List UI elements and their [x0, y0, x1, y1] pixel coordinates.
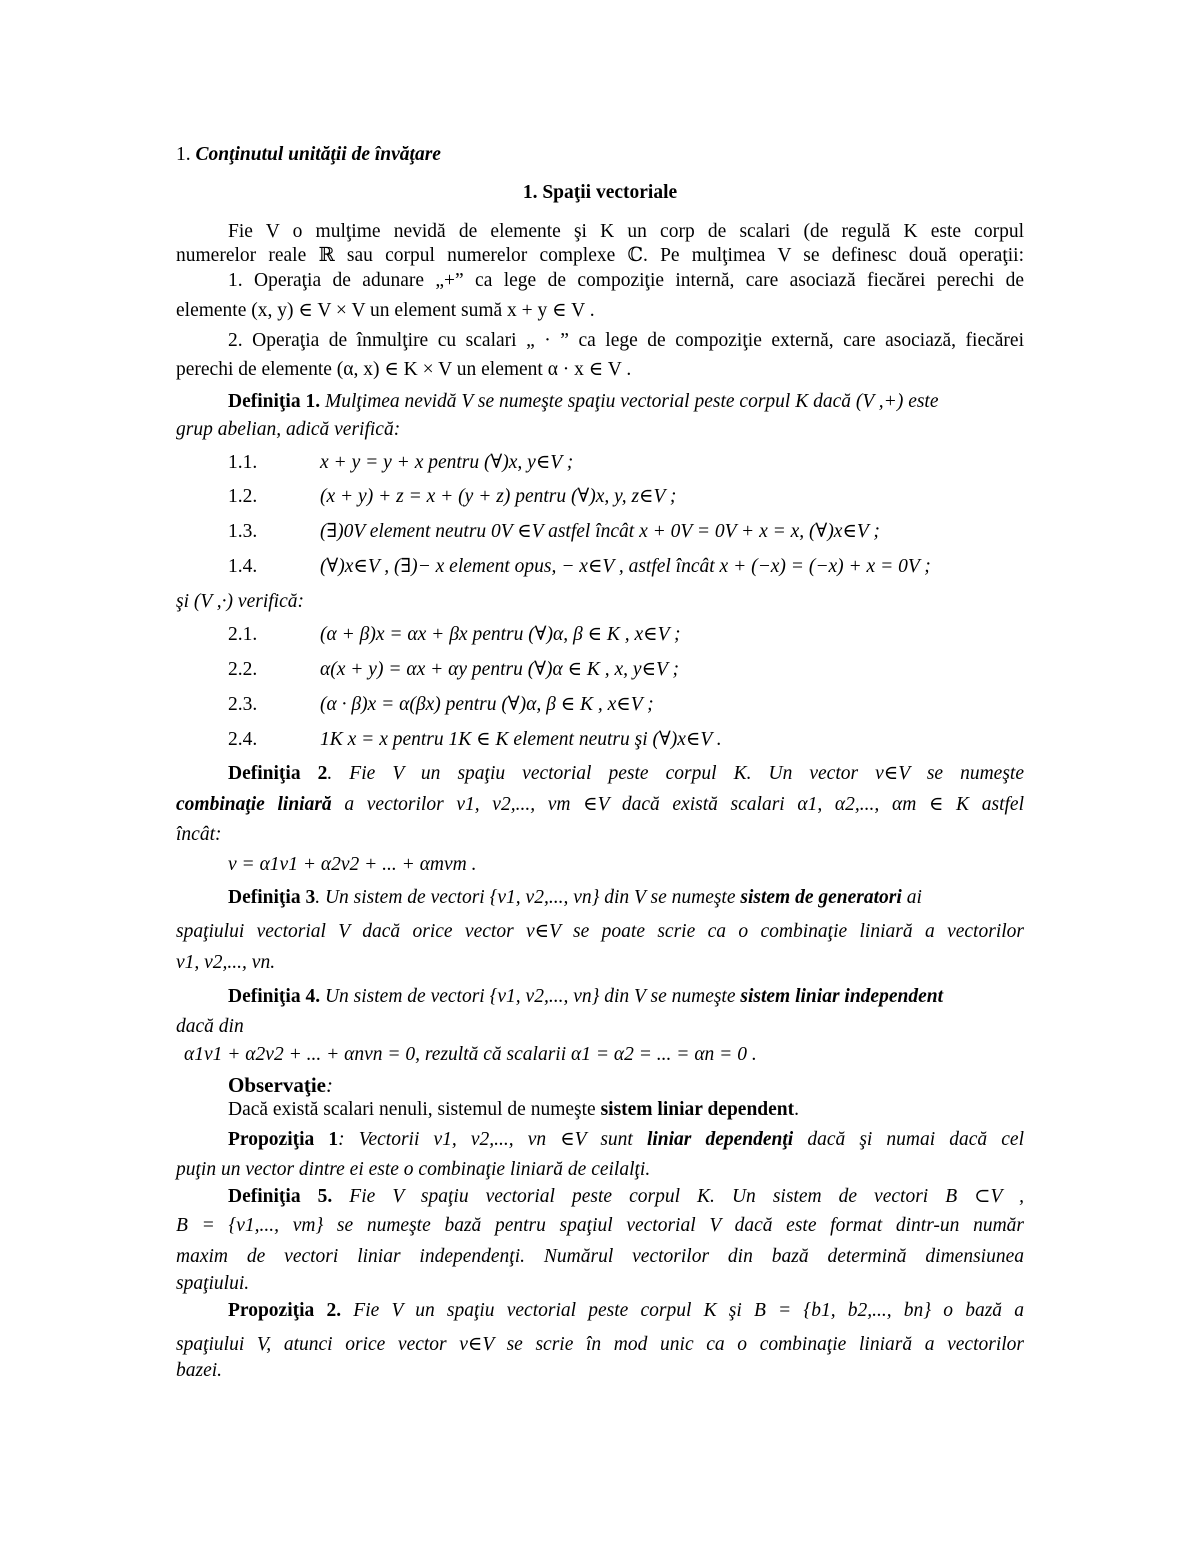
axiom-number: 1.3. [228, 521, 258, 542]
definition-5-line-4: spaţiului. [176, 1273, 250, 1294]
axiom-formula: x + y = y + x pentru (∀)x, y∈V ; [320, 452, 574, 473]
definition-2-formula: v = α1v1 + α2v2 + ... + αmvm . [228, 854, 477, 875]
axiom-formula: α(x + y) = αx + αy pentru (∀)α ∈ K , x, y∈V ; [320, 659, 679, 680]
definition-3-line-3: v1, v2,..., vn. [176, 952, 276, 973]
definition-5-line-3: maxim de vectori liniar independenţi. Numărul vectorilor din bază determină dimensiunea [176, 1246, 1024, 1267]
definition-4-label: Definiţia 4. [228, 986, 321, 1007]
proposition-1-line-1: Propoziţia 1: Vectorii v1, v2,..., vn ∈V sunt liniar dependenţi dacă şi numai dacă cel [228, 1129, 1024, 1150]
axiom-number: 1.2. [228, 486, 258, 507]
definition-3-label: Definiţia 3 [228, 887, 316, 908]
axiom-formula: (∀)x∈V , (∃)− x element opus, − x∈V , astfel încât x + (−x) = (−x) + x = 0V ; [320, 556, 931, 577]
definition-3-line-2: spaţiului vectorial V dacă orice vector v∈V se poate scrie ca o combinaţie liniară a vectorilor [176, 921, 1024, 942]
observation-label: Observaţie [228, 1073, 326, 1097]
axiom-number: 1.1. [228, 452, 258, 473]
operation-2-line-1: 2. Operaţia de înmulţire cu scalari „ · ” ca lege de compoziţie externă, care asociază, fiecărei [228, 330, 1024, 351]
definition-1-line-2: grup abelian, adică verifică: [176, 419, 401, 440]
axiom-number: 2.2. [228, 659, 258, 680]
content-heading [176, 142, 1024, 168]
axiom-number: 2.3. [228, 694, 258, 715]
axiom-formula: (∃)0V element neutru 0V ∈V astfel încât x + 0V = 0V + x = x, (∀)x∈V ; [320, 521, 880, 542]
definition-1-label: Definiţia 1. [228, 391, 321, 412]
proposition-2-line-1: Propoziţia 2. Fie V un spaţiu vectorial peste corpul K şi B = {b1, b2,..., bn} o bază a [228, 1300, 1024, 1321]
intro-line-2: numerelor reale ℝ sau corpul numerelor complexe ℂ. Pe mulţimea V se definesc două operaţii: [176, 245, 1024, 266]
axiom-number: 2.1. [228, 624, 258, 645]
axiom-formula: (α · β)x = α(βx) pentru (∀)α, β ∈ K , x∈V ; [320, 694, 654, 715]
proposition-2-line-2: spaţiului V, atunci orice vector v∈V se scrie în mod unic ca o combinaţie liniară a vectorilor [176, 1334, 1024, 1355]
definition-2-label: Definiţia 2 [228, 763, 328, 784]
definition-2-line-1: Definiţia 2. Fie V un spaţiu vectorial peste corpul K. Un vector v∈V se numeşte [228, 763, 1025, 784]
proposition-2-label: Propoziţia 2. [228, 1300, 342, 1321]
proposition-1-label: Propoziţia 1 [228, 1129, 339, 1150]
proposition-2-line-3: bazei. [176, 1360, 223, 1381]
observation-text: Dacă există scalari nenuli, sistemul de numeşte sistem liniar dependent. [228, 1099, 800, 1120]
observation-heading: Observaţie: [228, 1073, 333, 1097]
operation-1-line-2: elemente (x, y) ∈ V × V un element sumă x + y ∈ V . [176, 300, 595, 321]
axiom-number: 1.4. [228, 556, 258, 577]
definition-2-line-3: încât: [176, 824, 222, 845]
definition-2-line-2: combinaţie liniară a vectorilor v1, v2,..., vm ∈V dacă există scalari α1, α2,..., αm ∈ K astfel [176, 794, 1024, 815]
axiom-formula: 1K x = x pentru 1K ∈ K element neutru şi (∀)x∈V . [320, 729, 722, 750]
section-title: 1. Spaţii vectoriale [522, 182, 678, 203]
proposition-1-line-2: puţin un vector dintre ei este o combinaţie liniară de ceilalţi. [176, 1159, 651, 1180]
definition-3-bold: sistem de generatori [740, 887, 902, 908]
definition-1-line-1: Definiţia 1. Mulţimea nevidă V se numeşte spaţiu vectorial peste corpul K dacă (V ,+) este [228, 391, 939, 412]
definition-5-line-2: B = {v1,..., vm} se numeşte bază pentru spaţiul vectorial V dacă este format dintr-un număr [176, 1215, 1024, 1236]
definition-4-line-1: Definiţia 4. Un sistem de vectori {v1, v2,..., vn} din V se numeşte sistem liniar independent [228, 986, 943, 1007]
heading-number: 1. [176, 144, 191, 165]
definition-1-and-line: şi (V ,·) verifică: [176, 591, 304, 612]
definition-3-line-1: Definiţia 3. Un sistem de vectori {v1, v2,..., vn} din V se numeşte sistem de generatori ai [228, 887, 922, 908]
operation-1-line-1: 1. Operaţia de adunare „+” ca lege de compoziţie internă, care asociază fiecărei perechi de [228, 270, 1024, 291]
intro-line-1: Fie V o mulţime nevidă de elemente şi K un corp de scalari (de regulă K este corpul [228, 221, 1024, 242]
axiom-formula: (x + y) + z = x + (y + z) pentru (∀)x, y, z∈V ; [320, 486, 677, 507]
definition-4-line-2: dacă din [176, 1016, 244, 1037]
definition-5-line-1: Definiţia 5. Fie V spaţiu vectorial peste corpul K. Un sistem de vectori B ⊂V , [228, 1186, 1024, 1207]
heading-text: Conţinutul unităţii de învăţare [195, 144, 441, 165]
definition-5-label: Definiţia 5. [228, 1186, 333, 1207]
definition-2-bold: combinaţie liniară [176, 794, 332, 815]
operation-2-line-2: perechi de elemente (α, x) ∈ K × V un element α · x ∈ V . [176, 359, 632, 380]
observation-bold: sistem liniar dependent [600, 1099, 795, 1120]
axiom-number: 2.4. [228, 729, 258, 750]
definition-4-bold: sistem liniar independent [740, 986, 943, 1007]
proposition-1-bold: liniar dependenţi [646, 1129, 794, 1150]
definition-4-formula: α1v1 + α2v2 + ... + αnvn = 0, rezultă că scalarii α1 = α2 = ... = αn = 0 . [184, 1044, 757, 1065]
axiom-formula: (α + β)x = αx + βx pentru (∀)α, β ∈ K , x∈V ; [320, 624, 681, 645]
